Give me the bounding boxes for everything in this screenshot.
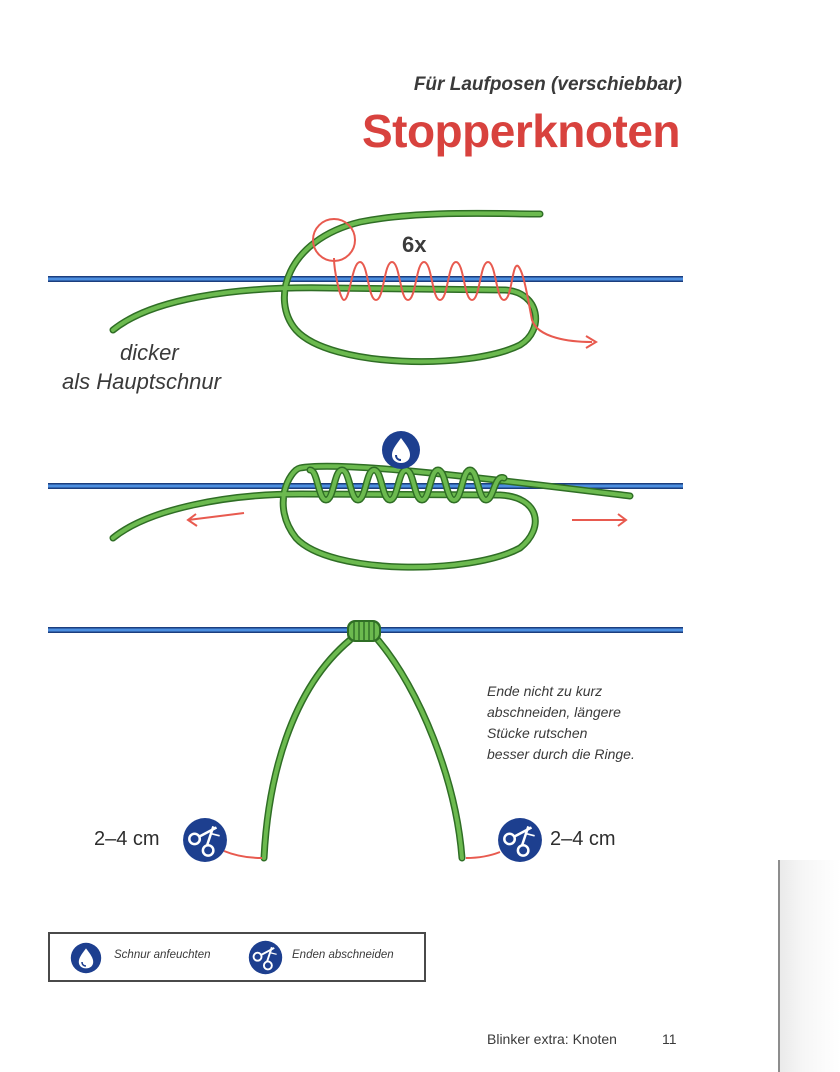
end-length-right: 2–4 cm bbox=[550, 828, 616, 850]
wraps-path bbox=[334, 258, 592, 342]
page-subtitle: Für Laufposen (verschiebbar) bbox=[413, 74, 682, 95]
step2-diagram bbox=[48, 466, 683, 567]
publication-footer: Blinker extra: Knoten bbox=[487, 1031, 617, 1047]
scissors-icon bbox=[248, 940, 283, 975]
water-drop-icon bbox=[70, 942, 102, 974]
trim-note-line: Ende nicht zu kurz bbox=[487, 683, 603, 699]
water-drop-icon bbox=[381, 430, 421, 470]
legend-cut-label: Enden abschneiden bbox=[292, 949, 394, 961]
thicker-line-label-2: als Hauptschnur bbox=[62, 369, 221, 394]
page-number: 11 bbox=[662, 1031, 677, 1047]
trim-note-line: abschneiden, längere bbox=[487, 704, 621, 720]
trim-note-line: Stücke rutschen bbox=[487, 725, 588, 741]
line-ends bbox=[264, 640, 462, 858]
thicker-line-label: dicker bbox=[120, 340, 179, 365]
pull-arrow-left bbox=[188, 513, 244, 520]
trim-note-line: besser durch die Ringe. bbox=[487, 746, 635, 762]
cut-leader-right bbox=[466, 852, 500, 858]
scissors-icon bbox=[182, 817, 228, 863]
end-length-left: 2–4 cm bbox=[94, 828, 160, 850]
cut-leader-left bbox=[224, 851, 262, 858]
legend-box bbox=[48, 932, 426, 982]
wraps-count-label: 6x bbox=[402, 232, 427, 257]
line-ends-outline bbox=[264, 640, 462, 858]
page-title: Stopperknoten bbox=[361, 105, 680, 157]
stopper-line-2 bbox=[113, 466, 630, 567]
scissors-icon bbox=[497, 817, 543, 863]
stopper-line-outline-2 bbox=[113, 466, 630, 567]
legend-moisten-label: Schnur anfeuchten bbox=[114, 949, 211, 961]
trim-note bbox=[487, 681, 687, 765]
